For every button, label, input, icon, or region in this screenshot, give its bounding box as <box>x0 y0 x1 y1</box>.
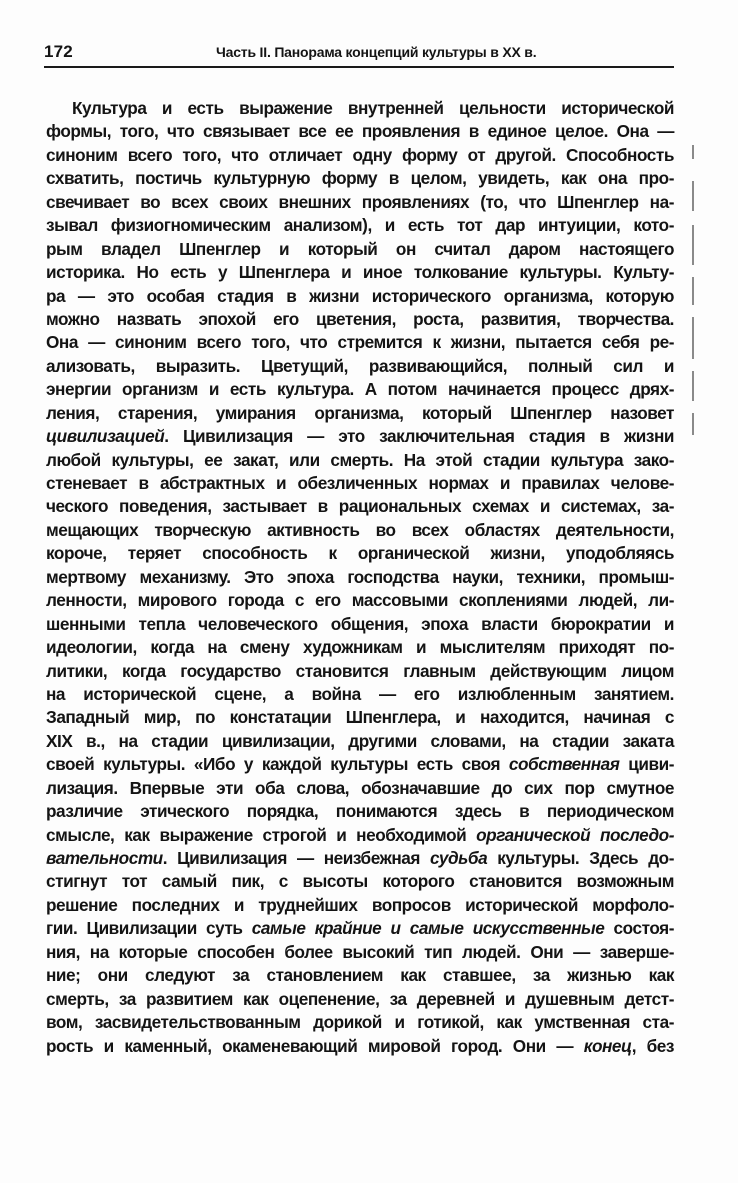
text-line <box>46 566 674 589</box>
text-run: синоним всего того, что отличает одну форму от другой. Способность <box>46 144 674 165</box>
text-line <box>46 495 674 518</box>
text-run: историка. Но есть у Шпенглера и иное толкование культуры. Культу- <box>46 262 674 283</box>
text-line <box>46 660 674 683</box>
text-line <box>46 285 674 308</box>
text-run: . Цивилизация — это заключительная стадия в жизни <box>164 426 674 447</box>
text-run: вом, засвидетельствованным дорикой и готикой, как умственная ста- <box>46 1012 674 1033</box>
text-run: смерть, за развитием как оцепенение, за деревней и душевным детст- <box>46 988 674 1009</box>
text-line <box>46 191 674 214</box>
text-run: свечивает во всех своих внешних проявлениях (то, что Шпенглер на- <box>46 191 674 212</box>
italic-text-run: цивилизацией <box>46 426 165 447</box>
text-line <box>46 355 674 378</box>
text-run: гии. Цивилизации суть <box>46 918 252 939</box>
text-line <box>46 214 674 237</box>
text-line <box>46 964 674 987</box>
italic-text-run: вательности <box>46 848 163 868</box>
text-run: ализовать, выразить. Цветущий, развивающийся, полный сил и <box>46 355 674 376</box>
text-run: формы, того, что связывает все ее проявления в единое целое. Она — <box>46 121 674 142</box>
text-run: решение последних и труднейших вопросов исторической морфоло- <box>46 894 674 915</box>
text-line <box>46 402 674 425</box>
text-run: циви- <box>619 754 674 775</box>
text-run: культуры. Здесь до- <box>487 848 674 868</box>
text-run: состоя- <box>604 918 674 939</box>
italic-text-run: самые крайние и самые искусственные <box>251 918 605 939</box>
text-line <box>46 308 674 331</box>
text-run: XIX в., на стадии цивилизации, другими словами, на стадии заката <box>46 730 674 751</box>
text-run: любой культуры, ее закат, или смерть. На этой стадии культура зако- <box>46 449 674 470</box>
page-number: 172 <box>44 42 73 61</box>
italic-text-run: органической последо- <box>476 824 674 845</box>
text-line <box>46 753 674 776</box>
text-run: мещающих творческую активность во всех областях деятельности, <box>46 519 674 540</box>
text-run: схватить, постичь культурную форму в целом, увидеть, как она про- <box>46 168 674 189</box>
text-run: литики, когда государство становится главным действующим лицом <box>46 660 674 681</box>
text-run: шенными тепла человеческого общения, эпоха власти бюрократии и <box>46 613 674 634</box>
body-text <box>46 97 674 1058</box>
text-line <box>46 636 674 659</box>
text-run: зывал физиогномическим анализом), и есть тот дар интуиции, кото- <box>46 215 674 236</box>
text-line <box>46 120 674 143</box>
text-run: ческого поведения, застывает в рациональных схемах и системах, за- <box>46 496 674 517</box>
text-line <box>46 144 674 167</box>
text-run: лизация. Впервые эти оба слова, обозначавшие до сих пор смутное <box>46 777 674 798</box>
text-line <box>46 917 674 940</box>
running-title: Часть II. Панорама концепций культуры в XX в. <box>216 44 537 60</box>
text-line <box>46 542 674 565</box>
italic-text-run: судьба <box>429 848 488 868</box>
text-run: различие этического порядка, понимаются здесь в периодическом <box>46 801 674 822</box>
text-run: своей культуры. «Ибо у каждой культуры есть своя <box>46 754 509 775</box>
text-run: ние; они следуют за становлением как ставшее, за жизнью как <box>46 965 674 986</box>
text-run: Западный мир, по констатации Шпенглера, и находится, начиная с <box>46 707 674 728</box>
text-run: смысле, как выражение строгой и необходимой <box>46 824 477 845</box>
text-line <box>46 847 674 870</box>
text-run: ления, старения, умирания организма, который Шпенглер назовет <box>46 402 674 423</box>
text-line <box>46 472 674 495</box>
text-line <box>46 1011 674 1034</box>
text-line <box>46 97 674 120</box>
text-line <box>46 449 674 472</box>
text-run: ра — это особая стадия в жизни исторического организма, которую <box>46 285 674 306</box>
text-run: стигнут тот самый пик, с высоты которого становится возможным <box>46 871 674 892</box>
text-run: . Цивилизация — неизбежная <box>162 848 430 868</box>
text-run: идеологии, когда на смену художникам и мыслителям приходят по- <box>46 637 674 658</box>
italic-text-run: собственная <box>508 754 620 775</box>
text-line <box>46 238 674 261</box>
text-line <box>46 870 674 893</box>
text-line <box>46 261 674 284</box>
text-run: энергии организм и есть культура. А потом начинается процесс дрях- <box>46 379 674 400</box>
margin-marks <box>689 145 697 435</box>
text-run: на исторической сцене, а война — его излюбленным занятием. <box>46 683 674 704</box>
text-line <box>46 589 674 612</box>
text-run: ленности, мирового города с его массовыми скоплениями людей, ли- <box>46 590 674 611</box>
text-line <box>46 167 674 190</box>
text-line <box>46 519 674 542</box>
text-line <box>46 613 674 636</box>
text-run: короче, теряет способность к органической жизни, уподобляясь <box>46 543 674 564</box>
text-run: , без <box>631 1035 674 1056</box>
text-line <box>46 331 674 354</box>
text-line <box>46 800 674 823</box>
text-line <box>46 683 674 706</box>
text-run: Культура и есть выражение внутренней цельности исторической <box>72 98 674 118</box>
text-line <box>46 988 674 1011</box>
text-run: рым владел Шпенглер и который он считал даром настоящего <box>46 238 674 259</box>
text-line <box>46 777 674 800</box>
text-line <box>46 425 674 448</box>
text-line <box>46 1035 674 1058</box>
text-line <box>46 894 674 917</box>
text-line <box>46 378 674 401</box>
text-line <box>46 730 674 753</box>
running-head <box>44 40 674 68</box>
text-run: можно назвать эпохой его цветения, роста, развития, творчества. <box>46 308 674 329</box>
text-line <box>46 706 674 729</box>
text-run: рость и каменный, окаменевающий мировой город. Они — <box>46 1035 584 1056</box>
text-run: стеневает в абстрактных и обезличенных нормах и правилах челове- <box>46 473 674 493</box>
italic-text-run: конец <box>583 1035 632 1056</box>
text-line <box>46 824 674 847</box>
text-run: мертвому механизму. Это эпоха господства науки, техники, промыш- <box>46 566 674 587</box>
text-run: Она — синоним всего того, что стремится к жизни, пытается себя ре- <box>46 332 674 353</box>
text-line <box>46 941 674 964</box>
text-run: ния, на которые способен более высокий тип людей. Они — заверше- <box>46 941 674 962</box>
